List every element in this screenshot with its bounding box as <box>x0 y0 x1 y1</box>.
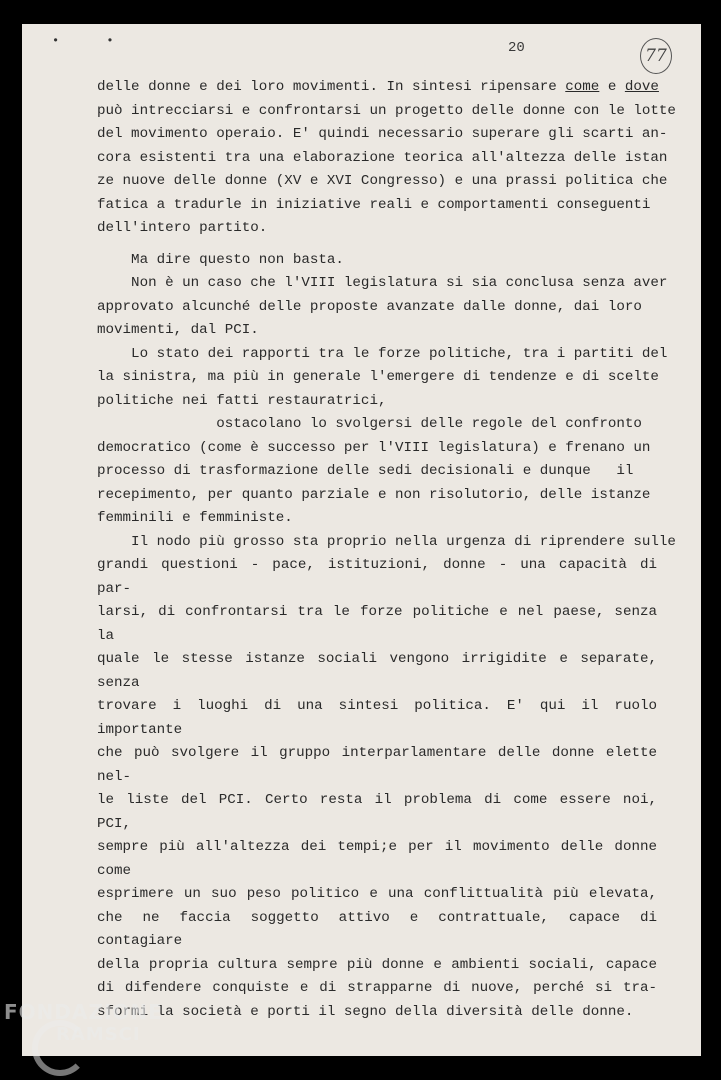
watermark-line-1: FONDAZIONE <box>4 1000 163 1024</box>
page-number: 20 <box>508 40 525 56</box>
text-line: ostacolano lo svolgersi delle regole del confronto <box>97 416 642 432</box>
text-line: può intrecciarsi e confrontarsi un progetto delle donne con le lotte <box>97 102 676 119</box>
text-line: cora esistenti tra una elaborazione teorica all'altezza delle istan <box>97 149 668 166</box>
text-line: grandi questioni - pace, istituzioni, donne - una capacità di par- <box>97 557 657 597</box>
text-line: quale le stesse istanze sociali vengono irrigidite e separate, senza <box>97 651 657 691</box>
text-line: dell'intero partito. <box>97 220 268 236</box>
fondazione-gramsci-watermark <box>4 1000 184 1070</box>
text-line: ze nuove delle donne (XV e XVI Congresso) e una prassi politica che <box>97 173 668 189</box>
document-page <box>22 24 701 1056</box>
text-line: movimenti, dal PCI. <box>97 322 259 338</box>
body-text <box>97 76 676 1024</box>
text-line: fatica a tradurle in iniziative reali e comportamenti conseguenti <box>97 196 651 213</box>
archive-number-stamp: 77 <box>640 38 672 74</box>
text-line: la sinistra, ma più in generale l'emergere di tendenze e di scelte <box>97 369 659 385</box>
text-line: del movimento operaio. E' quindi necessario superare gli scarti an- <box>97 126 668 142</box>
text-line: Lo stato dei rapporti tra le forze politiche, tra i partiti del <box>97 345 668 362</box>
text-line: politiche nei fatti restauratrici, <box>97 392 387 409</box>
text-line: processo di trasformazione delle sedi decisionali e dunque il <box>97 463 634 479</box>
text-line: che ne faccia soggetto attivo e contrattuale, capace di contagiare <box>97 909 657 949</box>
text-line: democratico (come è successo per l'VIII legislatura) e frenano un <box>97 439 651 456</box>
text-line <box>97 76 657 100</box>
text-line: trovare i luoghi di una sintesi politica. E' qui il ruolo importante <box>97 698 657 738</box>
underlined-word: come <box>565 79 600 95</box>
text-segment: delle donne e dei loro movimenti. In sintesi ripensare <box>97 79 566 95</box>
watermark-line-2: RAMSCI <box>56 1024 141 1045</box>
text-line: sempre più all'altezza dei tempi;e per il movimento delle donne come <box>97 839 657 879</box>
underlined-word: dove <box>624 79 659 95</box>
text-line: femminili e femministe. <box>97 510 293 526</box>
text-segment: e <box>599 79 625 95</box>
text-line: che può svolgere il gruppo interparlamentare delle donne elette nel- <box>97 745 657 785</box>
text-line: Ma dire questo non basta. <box>97 251 344 268</box>
text-line: le liste del PCI. Certo resta il problema di come essere noi, PCI, <box>97 792 657 832</box>
corner-marks: • • <box>52 34 134 48</box>
text-line: della propria cultura sempre più donne e ambienti sociali, capace <box>97 956 657 973</box>
text-line: esprimere un suo peso politico e una conflittualità più elevata, <box>97 886 657 902</box>
paragraph-gap <box>97 241 657 249</box>
text-line: approvato alcunché delle proposte avanzate dalle donne, dai loro <box>97 298 642 315</box>
text-line: sformi la società e porti il segno della diversità delle donne. <box>97 1003 634 1020</box>
text-line: Il nodo più grosso sta proprio nella urgenza di riprendere sulle <box>97 533 676 550</box>
text-line: recepimento, per quanto parziale e non risolutorio, delle istanze <box>97 486 651 503</box>
text-line: Non è un caso che l'VIII legislatura si sia conclusa senza aver <box>97 275 668 291</box>
text-line: larsi, di confrontarsi tra le forze politiche e nel paese, senza la <box>97 604 657 644</box>
text-line: di difendere conquiste e di strapparne di nuove, perché si tra- <box>97 980 657 996</box>
